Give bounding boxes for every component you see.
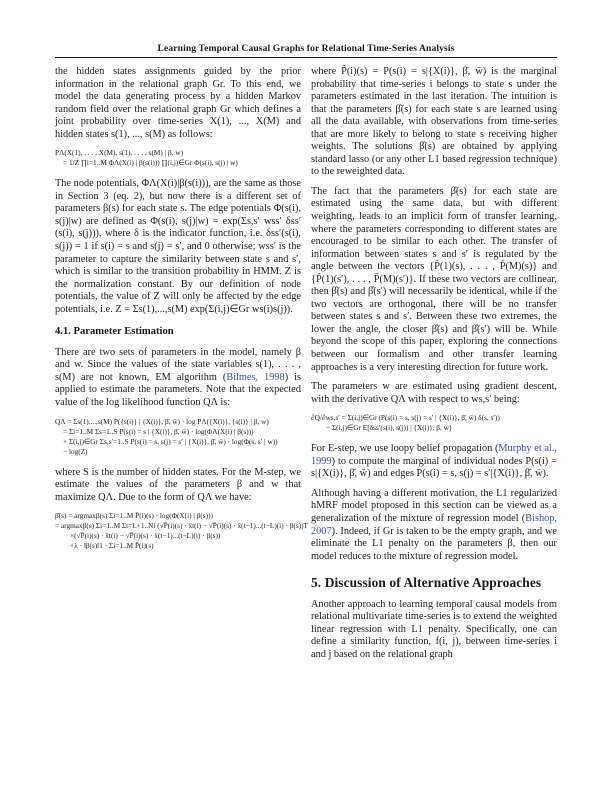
paragraph: Another approach to learning temporal causal models from relational multivariate time-series is to extend the weighted linear regression with L1 penalty. Specifically, one can define a similarity function, f(i, j), between time-series i and j based on the relational graph [311, 598, 557, 660]
equation-line: PΛ(X(1), . . . , X(M), s(1), . . . , s(M) | β, w) [55, 148, 184, 158]
subsection-title: 4.1. Parameter Estimation [55, 326, 174, 338]
equation-gradient [311, 413, 557, 433]
paragraph [55, 347, 301, 410]
equation-line: ∂Q/∂ws,s′ = Σ(i,j)∈Gr (P(s(i) = s, s(j) = s′ | {X(i)}, β̄, w̄) δ(s, s′)) [311, 413, 500, 423]
equation-line: = argmaxβ(s) Σi=1..M Σt=L+1..Ni (√P̄(i)(s) · x̄t(i) − √P̄(i)(s) · x̄(t−1)...(t−L)(i) · β(s))T [55, 521, 309, 531]
paragraph: The node potentials, ΦΛ(X(i)|β(s(i))), are the same as those in Section 3 (eq. 2), but now there is a different set of parameters β(s) for each state s. The edge potentials Φ(s(i), s(j)|w) are defined as Φ(s(i), s(j)|w) = exp(Σs,s′ wss′ δss′(s(i), s(j))), where δ is the indicator function, i.e. δss′(s(i), s(j)) = 1 if s(i) = s and s(j) = s′, and 0 otherwise; wss′ is the parameter to capture the similarity between state s and s′, which is similar to the transition probability in HMM. Z is the normalization constant. By our definition of node potentials, the value of Z will only be affected by the edge potentials, i.e. Z = Σs(1),...,s(M) exp(Σ(i,j)∈Gr ws(i)s(j)). [55, 178, 301, 315]
equation-line: = 1/Z ∏i=1..M ΦΛ(X(i) | β(s(i))) ∏(i,j)∈Gr Φ(s(i), s(j) | w) [63, 158, 238, 168]
equation-line: + Σ(i,j)∈Gr Σs,s′=1..S P(s(i) = s, s(j) = s′ | {X(i)}, β̄, w̄) · log(Φ(s, s′ | w)) [63, 436, 278, 446]
section-title: 5. Discussion of Alternative Approaches [311, 575, 542, 591]
equation-line: QΛ = Σs(1),...,s(M) P({s(i)} | {X(i)}, β̄, w̄) · log PΛ({X(i)}, {s(i)} | β, w) [55, 416, 269, 426]
equation-line: +λ · ‖β(s)‖1 · Σi=1..M P̄(i)(s) [70, 541, 154, 551]
equation-joint-probability [55, 148, 301, 168]
paragraph: the hidden states assignments guided by the prior information in the relational graph Gr. To this end, we model the data generating process by a hidden Markov random field over the relational graph Gr which defines a joint probability over time-series X(1), ..., X(M) and hidden states s(1), ..., s(M) as follows: [55, 66, 301, 140]
paragraph [311, 488, 557, 563]
citation-link[interactable]: Bishop, 2007 [311, 512, 557, 537]
equation-line: = Σi=1..M Σs=1..S P(s(i) = s | {X(i)}, β̄, w̄) · log(ΦΛ(X(i) | β(s))) [63, 426, 254, 436]
equation-q-lambda [55, 417, 301, 457]
paragraph: The parameters w are estimated using gradient descent, with the derivative QΛ with respect to ws,s′ being: [311, 381, 557, 405]
paragraph: where S is the number of hidden states. For the M-step, we estimate the values of the parameters β and w that maximize QΛ. Due to the form of QΛ we have: [55, 466, 301, 503]
header-rule [55, 57, 557, 58]
text-span: ). Indeed, if Gr is taken to be the empty graph, and we eliminate the L1 penalty on the parameters β, then our model reduces to the mixture of regression model. [311, 525, 557, 562]
text-span: There are two sets of parameters in the model, namely β and w. Since the values of the state variables s(1), . . . , s(M) are not known, EM algorithm ( [55, 346, 301, 383]
paragraph: where P̃(i)(s) = P(s(i) = s|{X(i)}, β̄, w̄) is the marginal probability that time-series i belongs to state s under the parameters estimated in the last iteration. The intuition is that the parameters β̂(s) for each state s are learned using all the data available, with observations from time-series that are more likely to belong to state s receiving higher weights. The solutions β̂(s) are obtained by applying standard lasso (or any other L1 based regression technique) to the reweighted data. [311, 66, 557, 178]
running-header: Learning Temporal Causal Graphs for Relational Time-Series Analysis [157, 43, 455, 54]
text-span: ) to compute the marginal of individual nodes P(s(i) = s|{X(i)}, β̄, w̄) and edges P(s(i) = s, s(j) = s′|{X(i)}, β̄, w̄). [311, 455, 557, 480]
text-span: ) is applied to estimate the parameters. Note that the expected value of the log likelihood function QΛ is: [55, 371, 301, 409]
text-span: Although having a different motivation, the L1 regularized hMRF model proposed in this section can be viewed as a generalization of the mixture of regression model ( [311, 487, 557, 524]
equation-line: − log(Z) [63, 446, 88, 456]
citation-link[interactable]: Bilmes, 1998 [226, 371, 285, 383]
left-column [55, 66, 309, 561]
paragraph: The fact that the parameters β̂(s) for each state are estimated using the same data, but with different weighting, leads to an implicit form of transfer learning, where the parameters corresponding to different states are encouraged to be similar to each other. The transfer of information between states s and s′ is regulated by the angle between the vectors {P̃(1)(s), . . . , P̃(M)(s)} and {P̃(1)(s′), . . . , P̃(M)(s′)}. If these two vectors are collinear, then β̂(s) and β̂(s′) will necessarily be identical, while if the two vectors are orthogonal, there will be no transfer between states s and s′. Between these two extremes, the lower the angle, the closer β̂(s) and β̂(s′) will be. While beyond the scope of this paper, exploring the connections between our formalism and other transfer learning approaches is a very interesting direction for future work. [311, 185, 557, 373]
right-column [311, 66, 557, 668]
equation-line: − Σ(i,j)∈Gr E[δss′(s(i), s(j)) | {X(i)}, β, w] [326, 423, 452, 433]
equation-line: β̂(s) = argmaxβ(s) Σi=1..M P̄(i)(s) · log(Φ(X(i) | β(s))) [55, 511, 213, 521]
citation-link[interactable]: Murphy et al., 1999 [311, 443, 557, 467]
paragraph [311, 443, 557, 481]
equation-line: ×(√P̄(i)(s) · x̄t(i) − √P̄(i)(s) · x̄(t−1)...(t−L)(i) · β(s)) [70, 531, 221, 541]
equation-beta-argmax [55, 511, 309, 551]
text-span: For E-step, we use loopy belief propagation ( [311, 443, 499, 455]
